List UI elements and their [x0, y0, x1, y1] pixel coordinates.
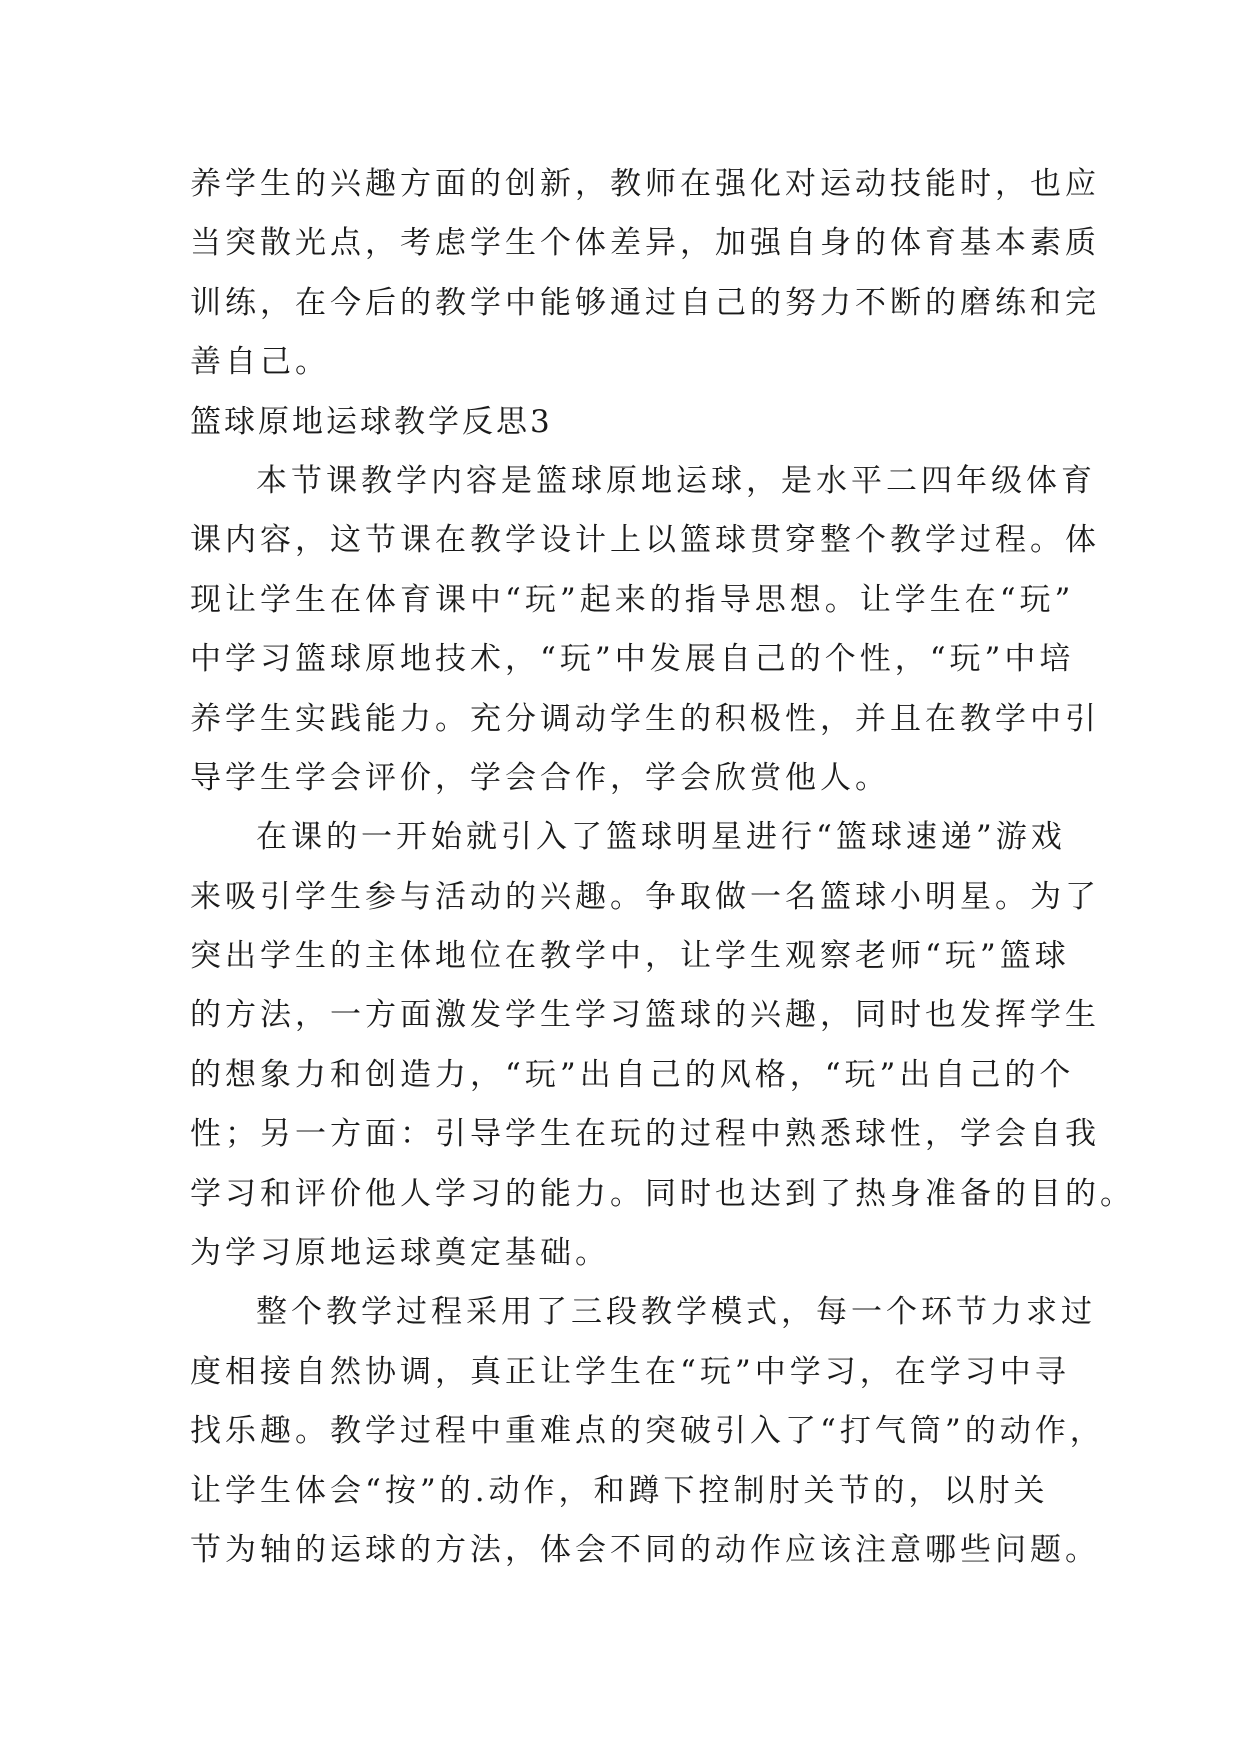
text-line: 导学生学会评价，学会合作，学会欣赏他人。 [190, 759, 890, 796]
text-line: 节为轴的运球的方法，体会不同的动作应该注意哪些问题。 [190, 1531, 1100, 1568]
text-line: 的方法，一方面激发学生学习篮球的兴趣，同时也发挥学生 [190, 997, 1100, 1034]
text-line: 现让学生在体育课中“玩”起来的指导思想。让学生在“玩” [190, 581, 1075, 618]
paragraph-first-line: 整个教学过程采用了三段教学模式，每一个环节力求过 [256, 1294, 1096, 1331]
text-line: 度相接自然协调，真正让学生在“玩”中学习，在学习中寻 [190, 1353, 1070, 1390]
text-line: 找乐趣。教学过程中重难点的突破引入了“打气筒”的动作， [190, 1413, 1105, 1450]
text-line: 善自己。 [190, 344, 330, 381]
text-line: 突出学生的主体地位在教学中，让学生观察老师“玩”篮球 [190, 938, 1070, 975]
text-line: 养学生的兴趣方面的创新，教师在强化对运动技能时，也应 [190, 166, 1100, 202]
text-line: 当突散光点，考虑学生个体差异，加强自身的体育基本素质 [190, 225, 1100, 262]
document-body [190, 155, 1135, 1580]
text-line: 来吸引学生参与活动的兴趣。争取做一名篮球小明星。为了 [190, 878, 1100, 915]
text-line: 养学生实践能力。充分调动学生的积极性，并且在教学中引 [190, 700, 1100, 737]
text-line: 让学生体会“按”的.动作，和蹲下控制肘关节的，以肘关 [190, 1472, 1049, 1509]
text-line: 学习和评价他人学习的能力。同时也达到了热身准备的目的。 [190, 1175, 1135, 1212]
paragraph-first-line: 本节课教学内容是篮球原地运球，是水平二四年级体育 [256, 462, 1096, 499]
text-line: 课内容，这节课在教学设计上以篮球贯穿整个教学过程。体 [190, 522, 1100, 559]
text-line: 训练，在今后的教学中能够通过自己的努力不断的磨练和完 [190, 284, 1100, 321]
text-line: 的想象力和创造力，“玩”出自己的风格，“玩”出自己的个 [190, 1056, 1075, 1093]
text-line: 为学习原地运球奠定基础。 [190, 1235, 610, 1272]
section-heading: 篮球原地运球教学反思3 [190, 403, 553, 440]
text-line: 中学习篮球原地技术，“玩”中发展自己的个性，“玩”中培 [190, 641, 1075, 678]
paragraph-first-line: 在课的一开始就引入了篮球明星进行“篮球速递”游戏 [256, 819, 1066, 856]
text-line: 性；另一方面：引导学生在玩的过程中熟悉球性，学会自我 [190, 1116, 1100, 1153]
